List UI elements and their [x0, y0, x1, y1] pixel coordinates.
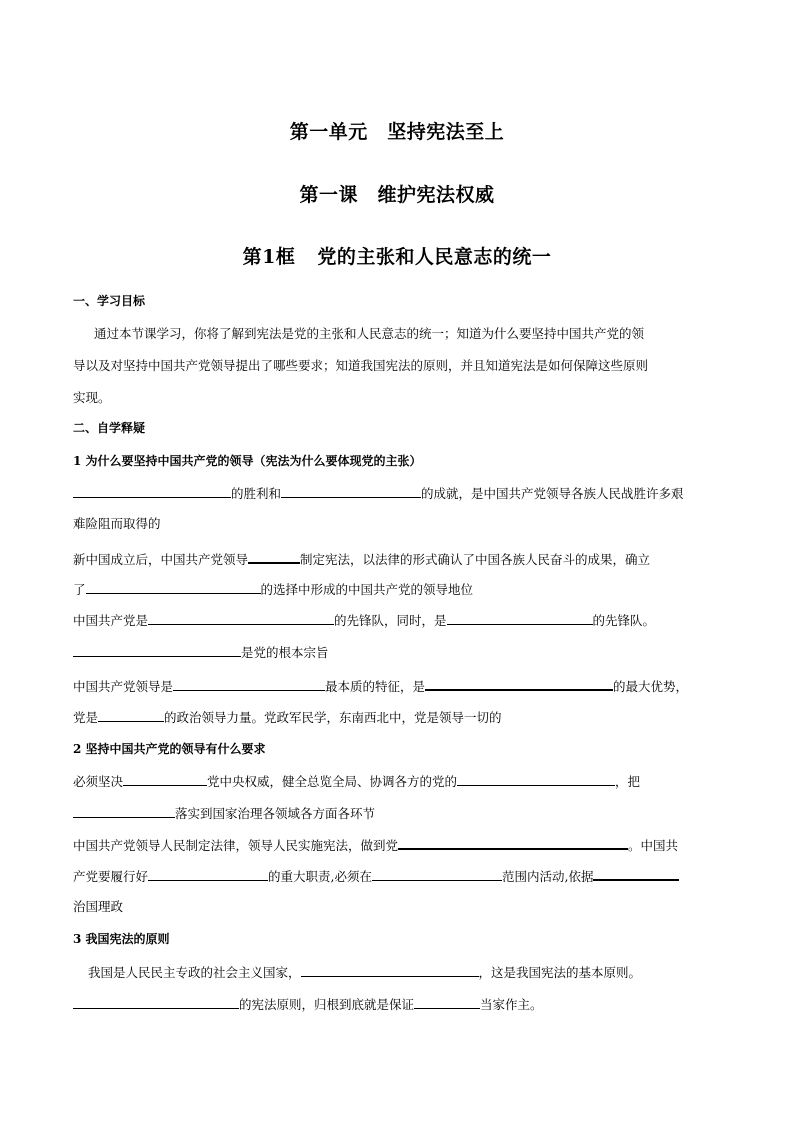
blank-field[interactable] — [73, 804, 175, 818]
unit-title: 第一单元 坚持宪法至上 — [289, 121, 505, 143]
question-1-heading: 1 为什么要坚持中国共产党的领导（宪法为什么要体现党的主张） — [73, 454, 422, 468]
blank-field[interactable] — [457, 772, 615, 786]
blank-field[interactable] — [372, 867, 502, 881]
blank-field[interactable] — [86, 580, 261, 594]
frame-number: 第1框 — [242, 246, 296, 268]
blank-field[interactable] — [173, 677, 325, 691]
goals-line-3: 实现。 — [73, 390, 111, 405]
blank-field[interactable] — [593, 866, 679, 881]
blank-field[interactable] — [281, 484, 421, 498]
question-1-line-1: 的胜利和 的成就，是中国共产党领导各族人民战胜许多艰 — [73, 484, 684, 502]
question-2-line-5: 治国理政 — [73, 899, 124, 914]
blank-field[interactable] — [425, 676, 613, 691]
goals-line-2: 导以及对坚持中国共产党领导提出了哪些要求；知道我国宪法的原则，并且知道宪法是如何保障这些原则 — [73, 358, 649, 373]
question-1-line-6: 是党的根本宗旨 — [73, 643, 329, 661]
blank-field[interactable] — [398, 835, 628, 850]
blank-field[interactable] — [73, 484, 231, 498]
lesson-title: 第一课 维护宪法权威 — [299, 184, 495, 206]
section-heading-self-study: 二、自学释疑 — [73, 421, 146, 435]
question-1-line-4: 了 的选择中形成的中国共产党的领导地位 — [73, 582, 474, 597]
frame-title — [0, 242, 794, 269]
question-2-line-3: 中国共产党领导人民制定法律，领导人民实施宪法，做到党 。中国共 — [73, 835, 678, 854]
blank-field[interactable] — [301, 963, 479, 977]
question-2-line-2: 落实到国家治理各领域各方面各环节 — [73, 804, 375, 822]
blank-field[interactable] — [248, 549, 300, 564]
blank-field[interactable] — [447, 611, 593, 625]
question-1-line-3: 新中国成立后，中国共产党领导 制定宪法，以法律的形式确认了中国各族人民奋斗的成果，确立 — [73, 549, 650, 568]
frame-name: 党的主张和人民意志的统一 — [317, 246, 552, 268]
goals-line-1: 通过本节课学习，你将了解到宪法是党的主张和人民意志的统一；知道为什么要坚持中国共产党的领 — [94, 326, 645, 341]
question-2-heading: 2 坚持中国共产党的领导有什么要求 — [73, 742, 266, 756]
question-1-line-2: 难险阻而取得的 — [73, 516, 161, 531]
blank-field[interactable] — [148, 611, 334, 625]
blank-field[interactable] — [414, 995, 480, 1009]
blank-field[interactable] — [148, 867, 268, 881]
question-3-line-1: 我国是人民民主专政的社会主义国家， ，这是我国宪法的基本原则。 — [88, 965, 642, 980]
question-2-line-4: 产党要履行好 的重大职责,必须在 范围内活动,依据 — [73, 866, 679, 885]
section-heading-goals: 一、学习目标 — [73, 294, 146, 308]
question-1-line-5: 中国共产党是 的先锋队，同时，是 的先锋队。 — [73, 613, 656, 628]
question-3-heading: 3 我国宪法的原则 — [73, 932, 170, 946]
question-3-line-2: 的宪法原则，归根到底就是保证 当家作主。 — [73, 995, 543, 1013]
question-1-line-7: 中国共产党领导是 最本质的特征，是 的最大优势， — [73, 676, 688, 695]
blank-field[interactable] — [98, 708, 164, 722]
blank-field[interactable] — [123, 772, 207, 786]
question-1-line-8: 党是 的政治领导力量。党政军民学，东南西北中，党是领导一切的 — [73, 710, 502, 725]
question-2-line-1: 必须坚决 党中央权威，健全总览全局、协调各方的党的 ，把 — [73, 774, 641, 789]
blank-field[interactable] — [73, 643, 241, 657]
blank-field[interactable] — [73, 995, 239, 1009]
